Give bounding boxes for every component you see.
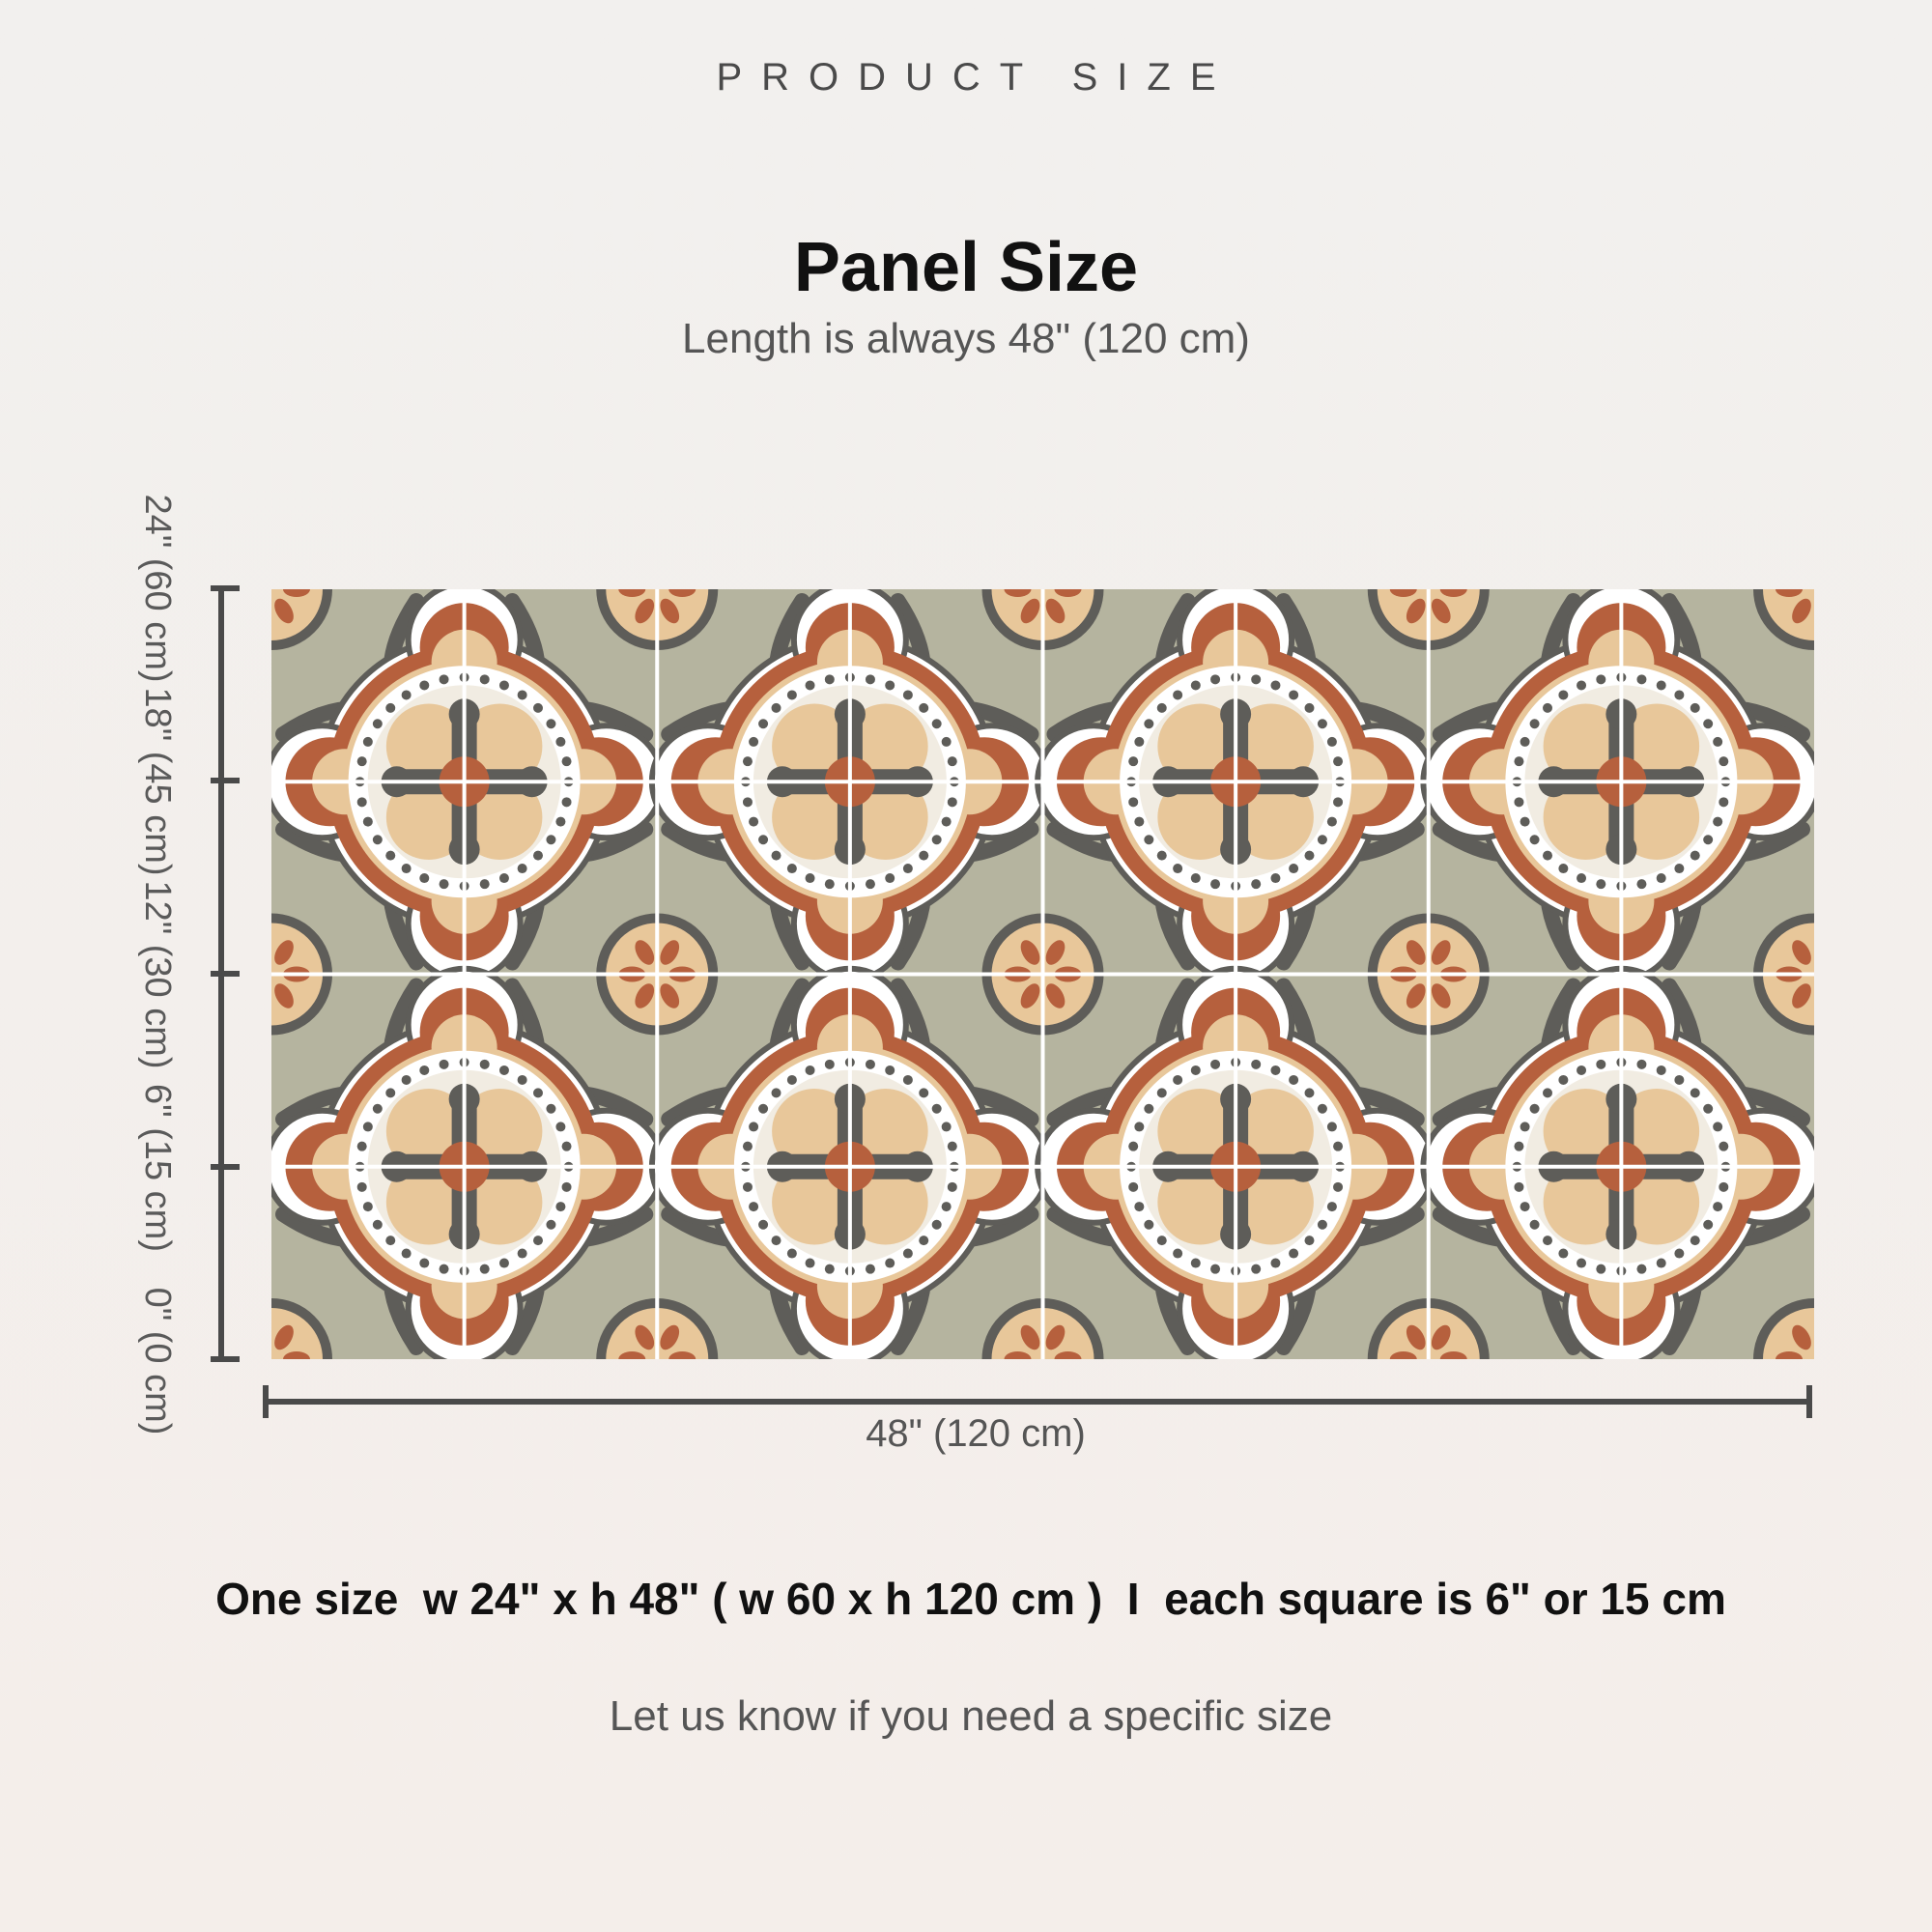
axis-label-inch: 18" — [137, 687, 178, 742]
axis-label-cm: (30 cm) — [137, 944, 178, 1069]
horizontal-axis — [263, 1399, 1812, 1405]
page-subtitle: Length is always 48" (120 cm) — [682, 315, 1250, 362]
size-summary: One size w 24" x h 48" ( w 60 x h 120 cm ) I each square is 6" or 15 cm — [215, 1574, 1726, 1624]
custom-size-note: Let us know if you need a specific size — [609, 1692, 1333, 1740]
axis-label-inch: 0" — [137, 1287, 178, 1321]
axis-label-cm: (60 cm) — [137, 557, 178, 683]
axis-tick-6 — [211, 1164, 240, 1170]
axis-label-cm: (0 cm) — [137, 1330, 178, 1435]
header-label: PRODUCT SIZE — [716, 56, 1236, 99]
tile-panel — [271, 589, 1814, 1359]
page-title: Panel Size — [793, 229, 1139, 306]
axis-tick-24 — [211, 585, 240, 591]
vertical-axis — [0, 0, 251, 1435]
horizontal-axis-label: 48" (120 cm) — [866, 1412, 1086, 1455]
axis-tick-18 — [211, 778, 240, 783]
axis-label-cm: (15 cm) — [137, 1127, 178, 1252]
axis-label-cm: (45 cm) — [137, 751, 178, 876]
tile-pattern — [271, 589, 1814, 1359]
axis-tick-12 — [211, 971, 240, 977]
axis-tick-0 — [211, 1356, 240, 1362]
axis-label-inch: 12" — [137, 880, 178, 935]
axis-label-inch: 24" — [137, 494, 178, 549]
axis-label-inch: 6" — [137, 1084, 178, 1118]
